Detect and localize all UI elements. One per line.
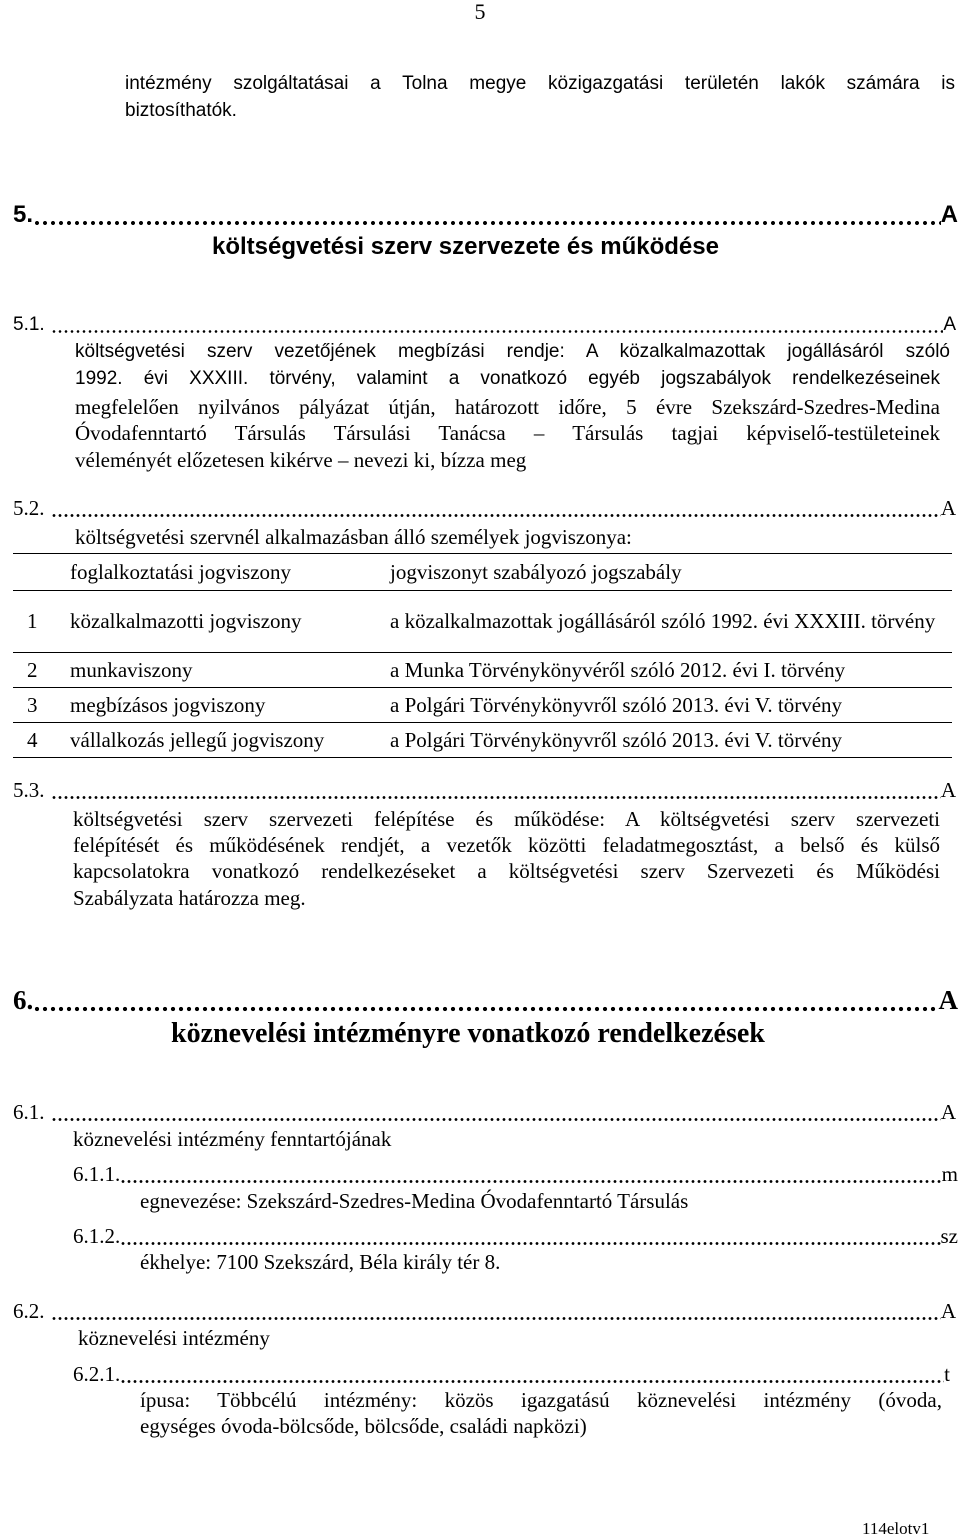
- row-number: 1: [27, 609, 38, 633]
- dot-leader: [51, 495, 941, 521]
- heading-continuation: sz: [940, 1224, 958, 1248]
- governing-law: a közalkalmazottak jogállásáról szóló 1992. évi XXXIII. törvény: [390, 609, 936, 633]
- paragraph-line: költségvetési szervnél alkalmazásban álló személyek jogviszonya:: [75, 525, 632, 549]
- paragraph-line: véleményét előzetesen kikérve – nevezi ki, bízza meg: [75, 448, 527, 472]
- table-row: [13, 590, 952, 652]
- page-number: 5: [474, 0, 486, 24]
- table-row: [13, 687, 952, 722]
- dot-leader: [120, 1223, 940, 1249]
- paragraph-line: köznevelési intézmény: [78, 1326, 270, 1350]
- intro-line: biztosíthatók.: [125, 100, 237, 121]
- section-6-heading: [13, 983, 958, 1017]
- section-number: 5.1.: [13, 314, 45, 335]
- heading-continuation: A: [940, 201, 958, 228]
- table-row: [13, 722, 952, 758]
- employment-type: munkaviszony: [70, 657, 193, 682]
- section-6-2-heading: [13, 1298, 956, 1324]
- dot-leader: [51, 1298, 941, 1324]
- heading-continuation: A: [940, 1100, 956, 1124]
- paragraph-line: költségvetési szerv vezetőjének megbízási rendje: A közalkalmazottak jogállásáról szóló: [75, 341, 950, 362]
- intro-line: intézmény szolgáltatásai a Tolna megye közigazgatási területén lakók számára is: [125, 73, 955, 94]
- heading-continuation: A: [940, 778, 956, 802]
- paragraph-line: 1992. évi XXXIII. törvény, valamint a vonatkozó egyéb jogszabályok rendelkezéseinek: [75, 368, 940, 389]
- dot-leader: [51, 312, 944, 338]
- dot-leader: [33, 983, 938, 1017]
- section-number: 6.1.: [13, 1100, 45, 1124]
- section-number: 5.: [13, 201, 34, 228]
- dot-leader: [33, 199, 941, 231]
- section-5-2-heading: [13, 495, 956, 521]
- employment-type: közalkalmazotti jogviszony: [70, 609, 302, 633]
- paragraph-line: kapcsolatokra vonatkozó rendelkezéseket a költségvetési szerv Szervezeti és Működési: [73, 859, 940, 883]
- section-6-2-1-heading: [73, 1361, 950, 1387]
- heading-continuation: A: [943, 314, 956, 335]
- section-6-1-2-heading: [73, 1223, 958, 1249]
- paragraph-line: egységes óvoda-bölcsőde, bölcsőde, családi napközi): [140, 1414, 587, 1438]
- section-number: 6.2.: [13, 1299, 45, 1323]
- paragraph-line: ípusa: Többcélú intézmény: közös igazgatású köznevelési intézmény (óvoda,: [140, 1388, 942, 1412]
- section-number: 6.1.1.: [73, 1162, 121, 1186]
- section-number: 5.3.: [13, 778, 45, 802]
- dot-leader: [120, 1161, 941, 1187]
- dot-leader: [51, 777, 941, 803]
- section-number: 6.2.1.: [73, 1362, 121, 1386]
- table-row: [13, 652, 952, 687]
- section-number: 6.: [13, 985, 34, 1015]
- heading-continuation: t: [944, 1362, 950, 1386]
- paragraph-line: költségvetési szerv szervezeti felépítése és működése: A költségvetési szerv szervezeti: [73, 807, 940, 831]
- section-5-heading: [13, 199, 958, 231]
- table-header-cell: foglalkoztatási jogviszony: [70, 559, 292, 584]
- governing-law: a Polgári Törvénykönyvről szóló 2013. évi V. törvény: [390, 692, 843, 717]
- paragraph-line: ékhelye: 7100 Szekszárd, Béla király tér 8.: [140, 1250, 501, 1274]
- paragraph-line: egnevezése: Szekszárd-Szedres-Medina Óvodafenntartó Társulás: [140, 1189, 689, 1213]
- heading-continuation: A: [940, 1299, 956, 1323]
- footer-code: 114elotv1: [862, 1519, 930, 1538]
- section-6-1-heading: [13, 1099, 956, 1125]
- section-number: 6.1.2.: [73, 1224, 121, 1248]
- heading-continuation: A: [938, 985, 958, 1015]
- employment-type: vállalkozás jellegű jogviszony: [70, 727, 325, 752]
- table-header-cell: jogviszonyt szabályozó jogszabály: [390, 559, 682, 584]
- employment-type: megbízásos jogviszony: [70, 692, 266, 717]
- section-number: 5.2.: [13, 496, 45, 520]
- row-number: 4: [27, 727, 38, 752]
- heading-continuation: A: [940, 496, 956, 520]
- paragraph-line: Szabályzata határozza meg.: [73, 886, 306, 910]
- dot-leader: [120, 1361, 944, 1387]
- section-5-title: költségvetési szerv szervezete és működése: [212, 233, 719, 260]
- row-number: 2: [27, 657, 38, 682]
- employment-table: [13, 553, 952, 758]
- section-5-3-heading: [13, 777, 956, 803]
- paragraph-line: köznevelési intézmény fenntartójának: [73, 1127, 392, 1151]
- dot-leader: [51, 1099, 941, 1125]
- table-header-row: [13, 553, 952, 590]
- paragraph-line: megfelelően nyilvános pályázat útján, határozott időre, 5 évre Szekszárd-Szedres-Medina: [75, 395, 940, 419]
- governing-law: a Polgári Törvénykönyvről szóló 2013. évi V. törvény: [390, 727, 843, 752]
- heading-continuation: m: [941, 1162, 958, 1186]
- section-5-1-heading: [13, 312, 956, 338]
- governing-law: a Munka Törvénykönyvéről szóló 2012. évi I. törvény: [390, 657, 846, 682]
- row-number: 3: [27, 692, 38, 717]
- paragraph-line: Óvodafenntartó Társulás Társulási Tanácsa – Társulás tagjai képviselő-testületeinek: [75, 421, 940, 445]
- section-6-title: köznevelési intézményre vonatkozó rendelkezések: [171, 1018, 765, 1049]
- paragraph-line: felépítését és működésének rendjét, a vezetők közötti feladatmegosztást, a belső és külső: [73, 833, 940, 857]
- section-6-1-1-heading: [73, 1161, 958, 1187]
